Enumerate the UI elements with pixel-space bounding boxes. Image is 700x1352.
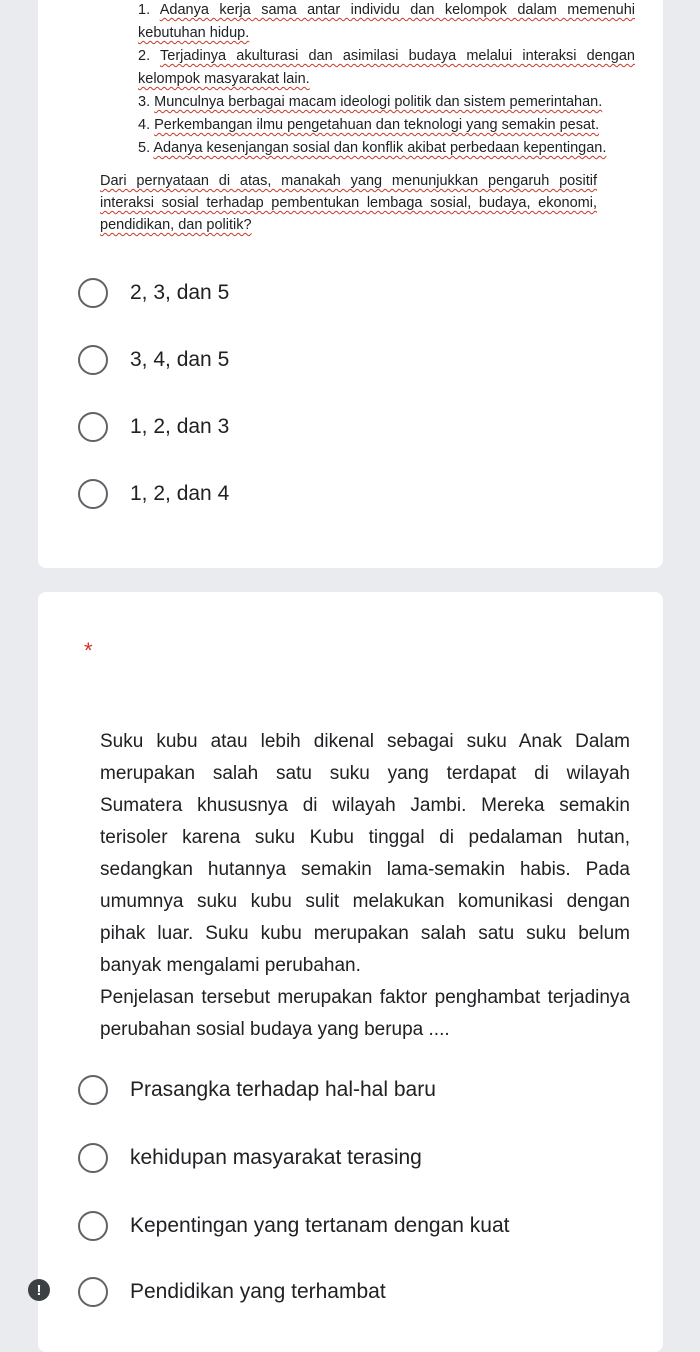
radio-button[interactable] [78, 1211, 108, 1241]
passage-text: Suku kubu atau lebih dikenal sebagai suku Anak Dalam merupakan salah satu suku yang terdapat di wilayah Sumatera khususnya di wilayah Jambi. Mereka semakin terisoler karena suku Kubu tinggal di pedalaman hutan, sedangkan hutannya semakin lama-semakin habis. Pada umumnya suku kubu sulit melakukan komunikasi dengan pihak luar. Suku kubu merupakan salah satu suku belum banyak mengalami perubahan. [100, 731, 630, 976]
option-label: 3, 4, dan 5 [130, 348, 230, 371]
option-label: Prasangka terhadap hal-hal baru [130, 1078, 436, 1101]
q2-option-3[interactable] [78, 1208, 509, 1244]
radio-button[interactable] [78, 1143, 108, 1173]
radio-button[interactable] [78, 278, 108, 308]
q1-option-4[interactable] [78, 476, 229, 512]
option-label: kehidupan masyarakat terasing [130, 1146, 422, 1169]
q2-option-4[interactable] [78, 1274, 386, 1310]
option-label: 1, 2, dan 4 [130, 482, 230, 505]
question-1-prompt: Dari pernyataan di atas, manakah yang menunjukkan pengaruh positif interaksi sosial terhadap pembentukan lembaga sosial, budaya, ekonomi, pendidikan, dan politik? [100, 173, 597, 233]
question-2-passage [100, 726, 630, 1046]
option-label: Pendidikan yang terhambat [130, 1280, 386, 1303]
radio-button[interactable] [78, 345, 108, 375]
question-2-prompt: Penjelasan tersebut merupakan faktor penghambat terjadinya perubahan sosial budaya yang berupa .... [100, 987, 630, 1040]
q2-option-2[interactable] [78, 1140, 422, 1176]
q1-option-1[interactable] [78, 275, 229, 311]
q1-option-3[interactable] [78, 409, 229, 445]
required-asterisk: * [84, 638, 93, 663]
alert-icon[interactable]: ! [28, 1279, 50, 1301]
option-label: Kepentingan yang tertanam dengan kuat [130, 1214, 510, 1237]
radio-button[interactable] [78, 412, 108, 442]
q1-option-2[interactable] [78, 342, 229, 378]
option-label: 2, 3, dan 5 [130, 281, 230, 304]
radio-button[interactable] [78, 479, 108, 509]
radio-button[interactable] [78, 1277, 108, 1307]
statement-list [138, 0, 635, 160]
statement-2: 2. Terjadinya akulturasi dan asimilasi budaya melalui interaksi dengan kelompok masyarakat lain. [138, 48, 635, 87]
statement-1: 1. Adanya kerja sama antar individu dan kelompok dalam memenuhi kebutuhan hidup. [138, 2, 635, 41]
radio-button[interactable] [78, 1075, 108, 1105]
statement-4: 4. Perkembangan ilmu pengetahuan dan teknologi yang semakin pesat. [138, 117, 600, 133]
statement-3: 3. Munculnya berbagai macam ideologi politik dan sistem pemerintahan. [138, 94, 603, 110]
q2-option-1[interactable] [78, 1072, 436, 1108]
statement-5: 5. Adanya kesenjangan sosial dan konflik akibat perbedaan kepentingan. [138, 140, 607, 156]
option-label: 1, 2, dan 3 [130, 415, 230, 438]
